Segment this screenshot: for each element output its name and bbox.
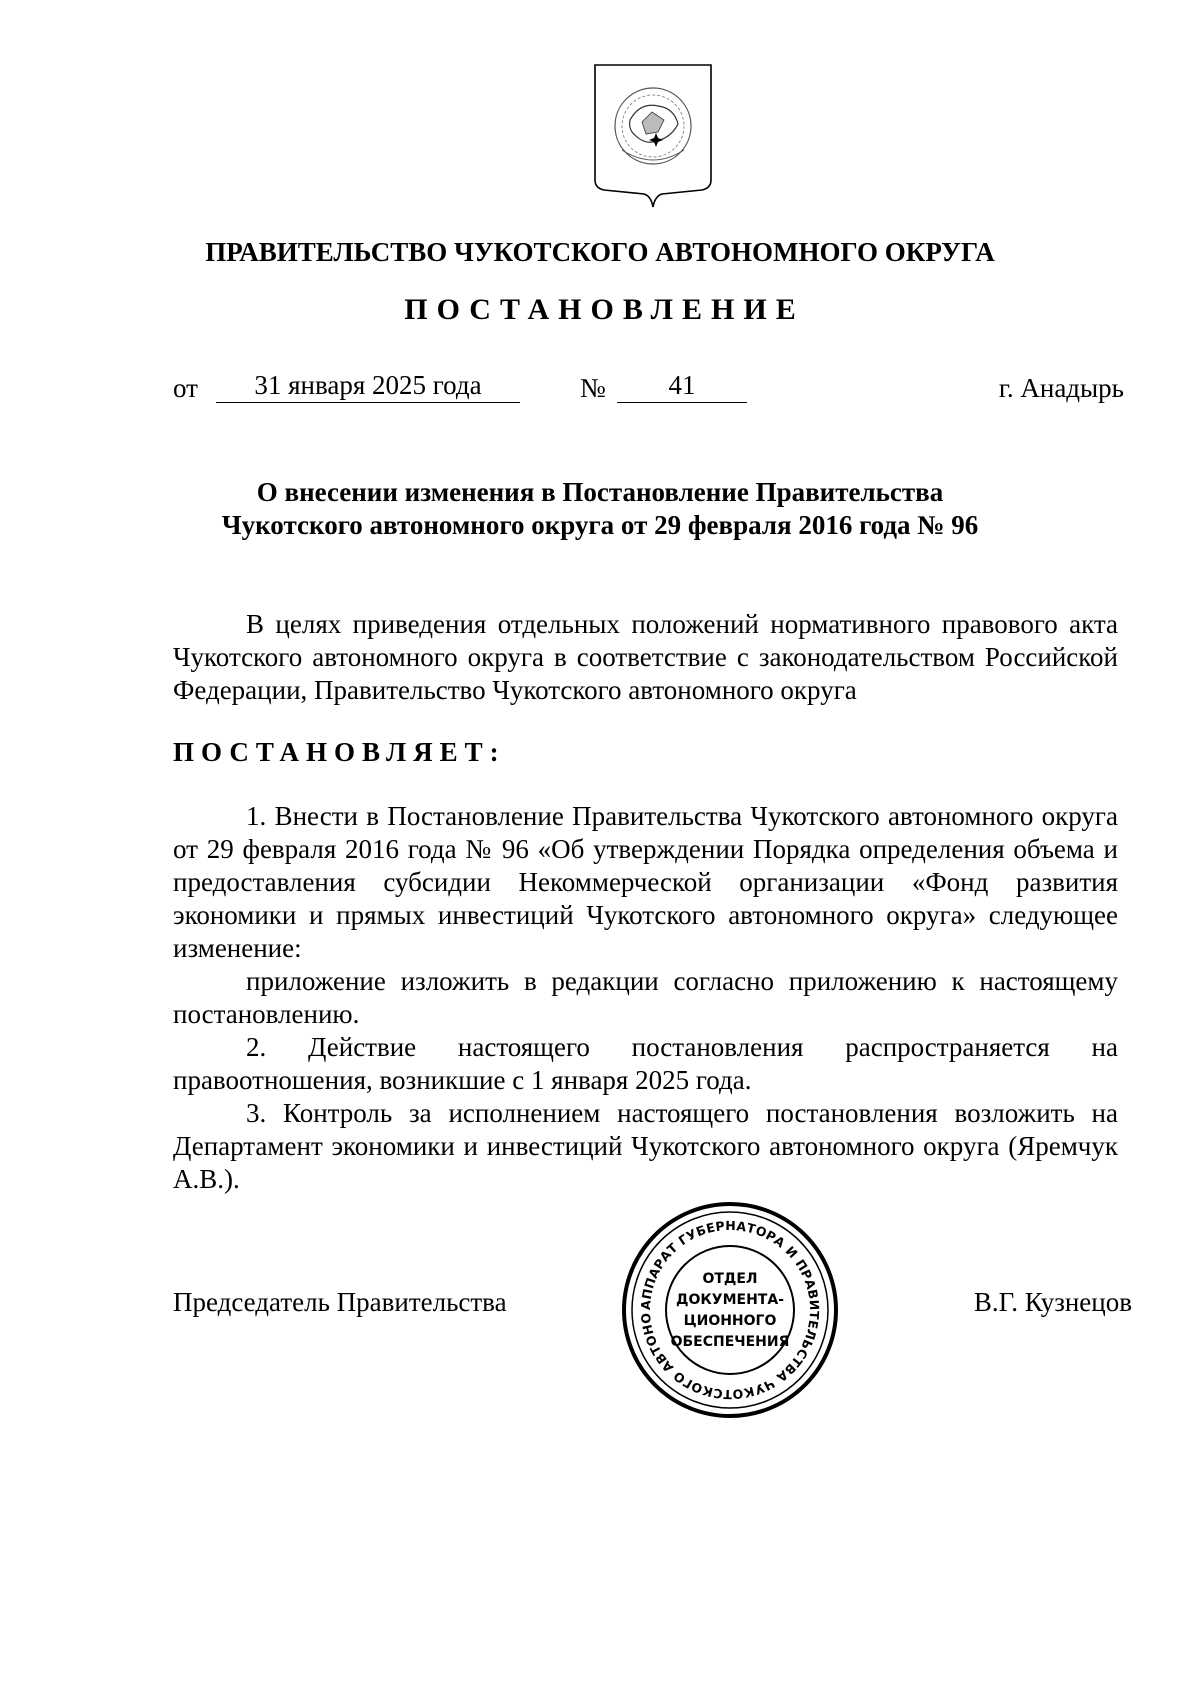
official-stamp [620,1200,840,1420]
item-2: 2. Действие настоящего постановления распространяется на правоотношения, возникшие с 1 января 2025 года. [173,1032,1118,1095]
stamp-center-line: ОБЕСПЕЧЕНИЯ [670,1334,790,1350]
item-1-amendment: приложение изложить в редакции согласно приложению к настоящему постановлению. [173,966,1118,1029]
subject-line-1: О внесении изменения в Постановление Правительства [256,477,944,507]
document-subject [0,476,1200,542]
preamble-paragraph: В целях приведения отдельных положений нормативного правового акта Чукотского автономного округа в соответствие с законодательством Российской Федерации, Правительство Чукотского автономного округа [173,609,1118,705]
signatory-position: Председатель Правительства [173,1287,507,1317]
item-3: 3. Контроль за исполнением настоящего постановления возложить на Департамент экономики и инвестиций Чукотского автономного округа (Яремчук А.В.). [173,1098,1118,1194]
item-1: 1. Внести в Постановление Правительства Чукотского автономного округа от 29 февраля 2016 года № 96 «Об утверждении Порядка определения объема и предоставления субсидии Некоммерческой организации «Фонд развития экономики и прямых инвестиций Чукотского автономного округа» следующее изменение: [173,801,1118,963]
stamp-center-line: ДОКУМЕНТА- [675,1292,785,1308]
stamp-center-line: ОТДЕЛ [702,1271,758,1287]
document-number: 41 [617,366,747,403]
stamp-ring-text: АППАРАТ ГУБЕРНАТОРА И ПРАВИТЕЛЬСТВА ЧУКОТСКОГО АВТОНО [637,1217,823,1403]
number-sign-label: № [580,373,606,403]
subject-line-2: Чукотского автономного округа от 29 февраля 2016 года № 96 [221,510,979,540]
coat-of-arms-icon [592,62,714,210]
document-city: г. Анадырь [998,373,1124,403]
document-date: 31 января 2025 года [216,366,520,403]
date-prefix-label: от [173,373,198,403]
government-title: ПРАВИТЕЛЬСТВО ЧУКОТСКОГО АВТОНОМНОГО ОКРУГА [205,237,995,267]
stamp-center-line: ЦИОННОГО [683,1313,777,1329]
signatory-name: В.Г. Кузнецов [973,1287,1132,1317]
decree-heading: ПОСТАНОВЛЯЕТ: [173,737,506,767]
decree-items [173,800,1118,1196]
document-type: ПОСТАНОВЛЕНИЕ [404,293,805,326]
